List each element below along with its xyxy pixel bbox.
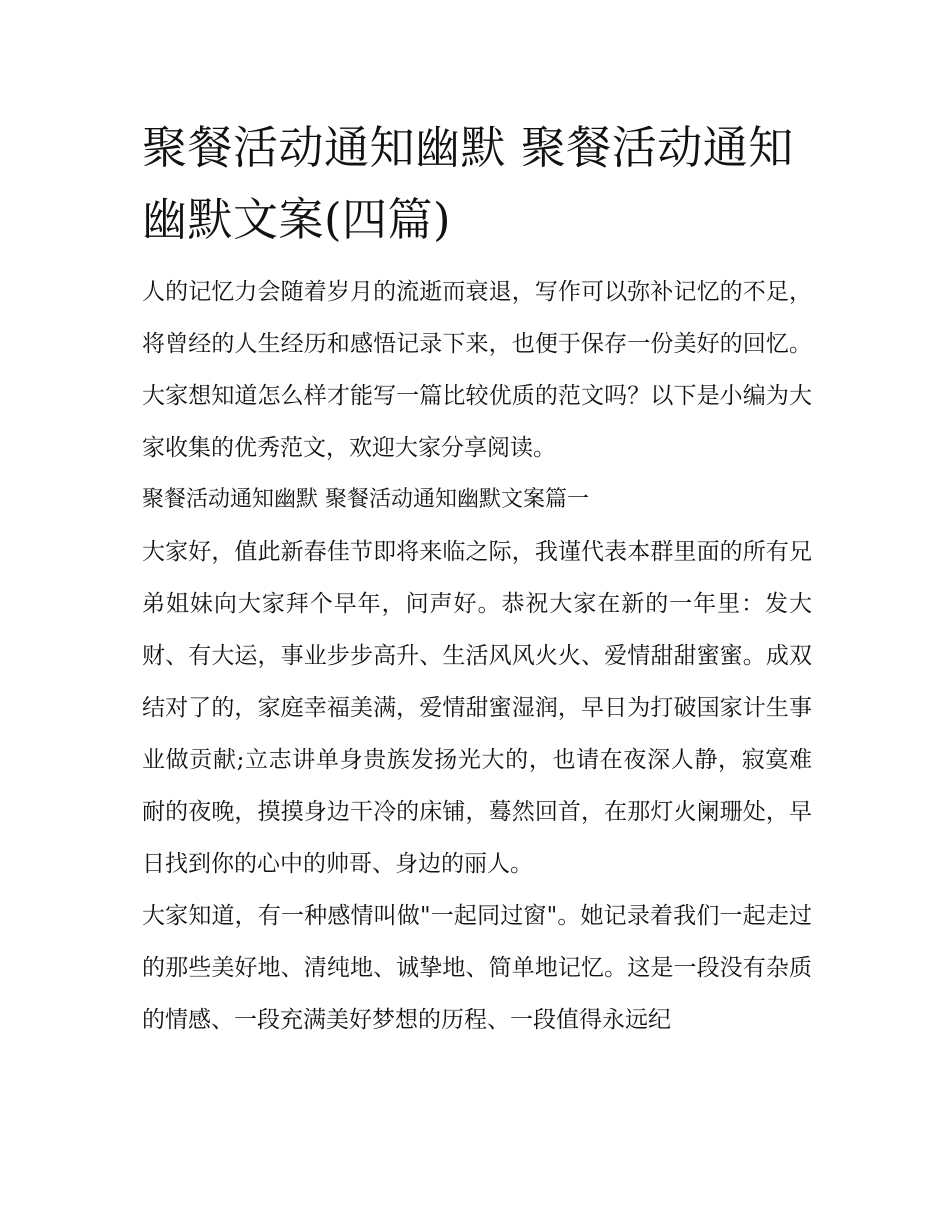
body-paragraph-2: 大家知道，有一种感情叫做"一起同过窗"。她记录着我们一起走过的那些美好地、清纯地、诚挚地、简单地记忆。这是一段没有杂质的情感、一段充满美好梦想的历程、一段值得永远纪 <box>142 903 812 1033</box>
intro-paragraph: 人的记忆力会随着岁月的流逝而衰退，写作可以弥补记忆的不足，将曾经的人生经历和感悟记录下来，也便于保存一份美好的回忆。大家想知道怎么样才能写一篇比较优质的范文吗？以下是小编为大家收集的优秀范文，欢迎大家分享阅读。 <box>142 279 812 461</box>
document-title: 聚餐活动通知幽默 聚餐活动通知幽默文案(四篇) <box>142 121 794 246</box>
body-paragraph-1: 大家好，值此新春佳节即将来临之际，我谨代表本群里面的所有兄弟姐妹向大家拜个早年，问声好。恭祝大家在新的一年里：发大财、有大运，事业步步高升、生活风风火火、爱情甜甜蜜蜜。成双结对了的，家庭幸福美满，爱情甜蜜湿润，早日为打破国家计生事业做贡献;立志讲单身贵族发扬光大的，也请在夜深人静，寂寞难耐的夜晚，摸摸身边干冷的床铺，蓦然回首，在那灯火阑珊处，早日找到你的心中的帅哥、身边的丽人。 <box>142 539 812 877</box>
section-heading: 聚餐活动通知幽默 聚餐活动通知幽默文案篇一 <box>142 487 589 512</box>
document-body <box>142 112 812 1046</box>
